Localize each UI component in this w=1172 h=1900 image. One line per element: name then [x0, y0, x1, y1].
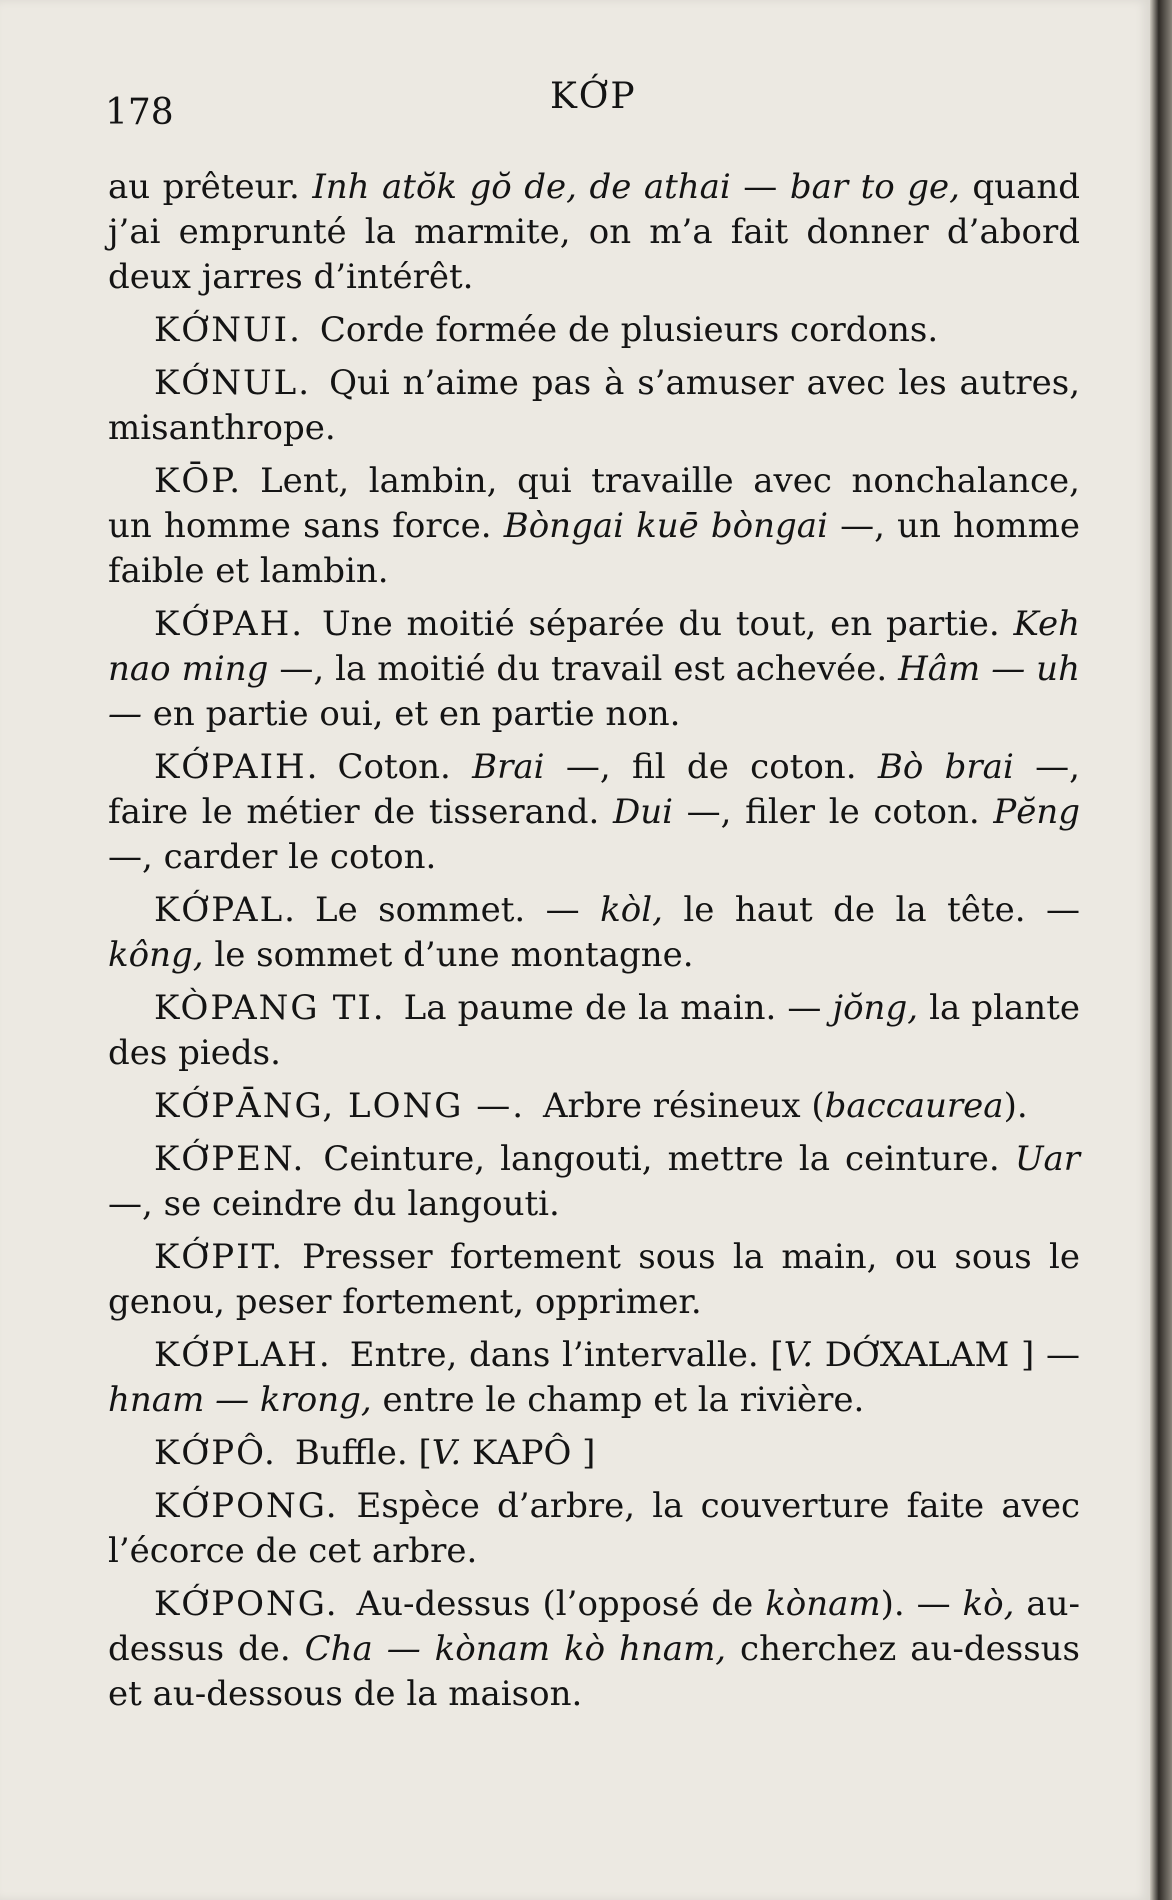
dictionary-entry: KỚPAL. Le sommet. — kòl, le haut de la tête. — kông, le sommet d’une montagne.: [108, 890, 1080, 975]
headword: KỚPIT.: [154, 1237, 285, 1277]
headword: KỚPONG.: [154, 1584, 339, 1624]
headword: KỚNUI.: [154, 310, 302, 350]
dictionary-entry: KỚPONG. Au-dessus (l’opposé de kònam). — kò, au-dessus de. Cha — kònam kò hnam, cherchez au-dessus et au-dessous de la maison.: [108, 1584, 1081, 1714]
dictionary-text: [108, 165, 1080, 1725]
dictionary-entry: KỚPLAH. Entre, dans l’intervalle. [V. DỚXALAM ] — hnam — krong, entre le champ et la rivière.: [108, 1335, 1080, 1420]
headword: KỚPLAH.: [154, 1335, 332, 1375]
headword: KŌP.: [154, 461, 243, 501]
page-number: 178: [105, 92, 174, 133]
page-header: [105, 72, 1045, 133]
headword: KỚPAH.: [154, 604, 305, 644]
dictionary-entry: KỚPEN. Ceinture, langouti, mettre la ceinture. Uar —, se ceindre du langouti.: [108, 1139, 1080, 1224]
dictionary-entry: KỚPONG. Espèce d’arbre, la couverture faite avec l’écorce de cet arbre.: [108, 1486, 1080, 1571]
continued-paragraph: au prêteur. Inh atŏk gŏ de, de athai — bar to ge, quand j’ai emprunté la marmite, on m’a fait donner d’abord deux jarres d’intérêt.: [108, 167, 1081, 297]
headword: KỚPÔ.: [154, 1433, 277, 1473]
headword: KỚNUL.: [154, 363, 312, 403]
headword: KÒPANG TI.: [154, 988, 386, 1028]
headword: KỚPĀNG, LONG —.: [154, 1086, 525, 1126]
dictionary-entry: KỚPAIH. Coton. Brai —, fil de coton. Bò brai —, faire le métier de tisserand. Dui —, filer le coton. Pĕng —, carder le coton.: [108, 747, 1080, 877]
dictionary-entry: KỚPAH. Une moitié séparée du tout, en partie. Keh nao ming —, la moitié du travail est achevée. Hâm — uh — en partie oui, et en partie non.: [108, 604, 1080, 734]
dictionary-entry: KÒPANG TI. La paume de la main. — jŏng, la plante des pieds.: [108, 988, 1080, 1073]
headword: KỚPONG.: [154, 1486, 339, 1526]
headword: KỚPEN.: [154, 1139, 306, 1179]
book-spine-edge: [1150, 0, 1172, 1900]
headword: KỚPAIH.: [154, 747, 320, 787]
dictionary-entry: KỚNUI. Corde formée de plusieurs cordons.: [154, 310, 939, 350]
dictionary-entry: KỚPĀNG, LONG —. Arbre résineux (baccaurea).: [154, 1086, 1028, 1126]
dictionary-entry: KỚPÔ. Buffle. [V. KAPÔ ]: [154, 1433, 596, 1473]
dictionary-entry: KỚNUL. Qui n’aime pas à s’amuser avec les autres, misanthrope.: [108, 363, 1080, 448]
dictionary-entry: KŌP. Lent, lambin, qui travaille avec nonchalance, un homme sans force. Bòngai kuē bòngai —, un homme faible et lambin.: [108, 461, 1080, 591]
running-head: KỚP: [550, 76, 637, 117]
headword: KỚPAL.: [154, 890, 297, 930]
dictionary-entry: KỚPIT. Presser fortement sous la main, ou sous le genou, peser fortement, opprimer.: [108, 1237, 1080, 1322]
